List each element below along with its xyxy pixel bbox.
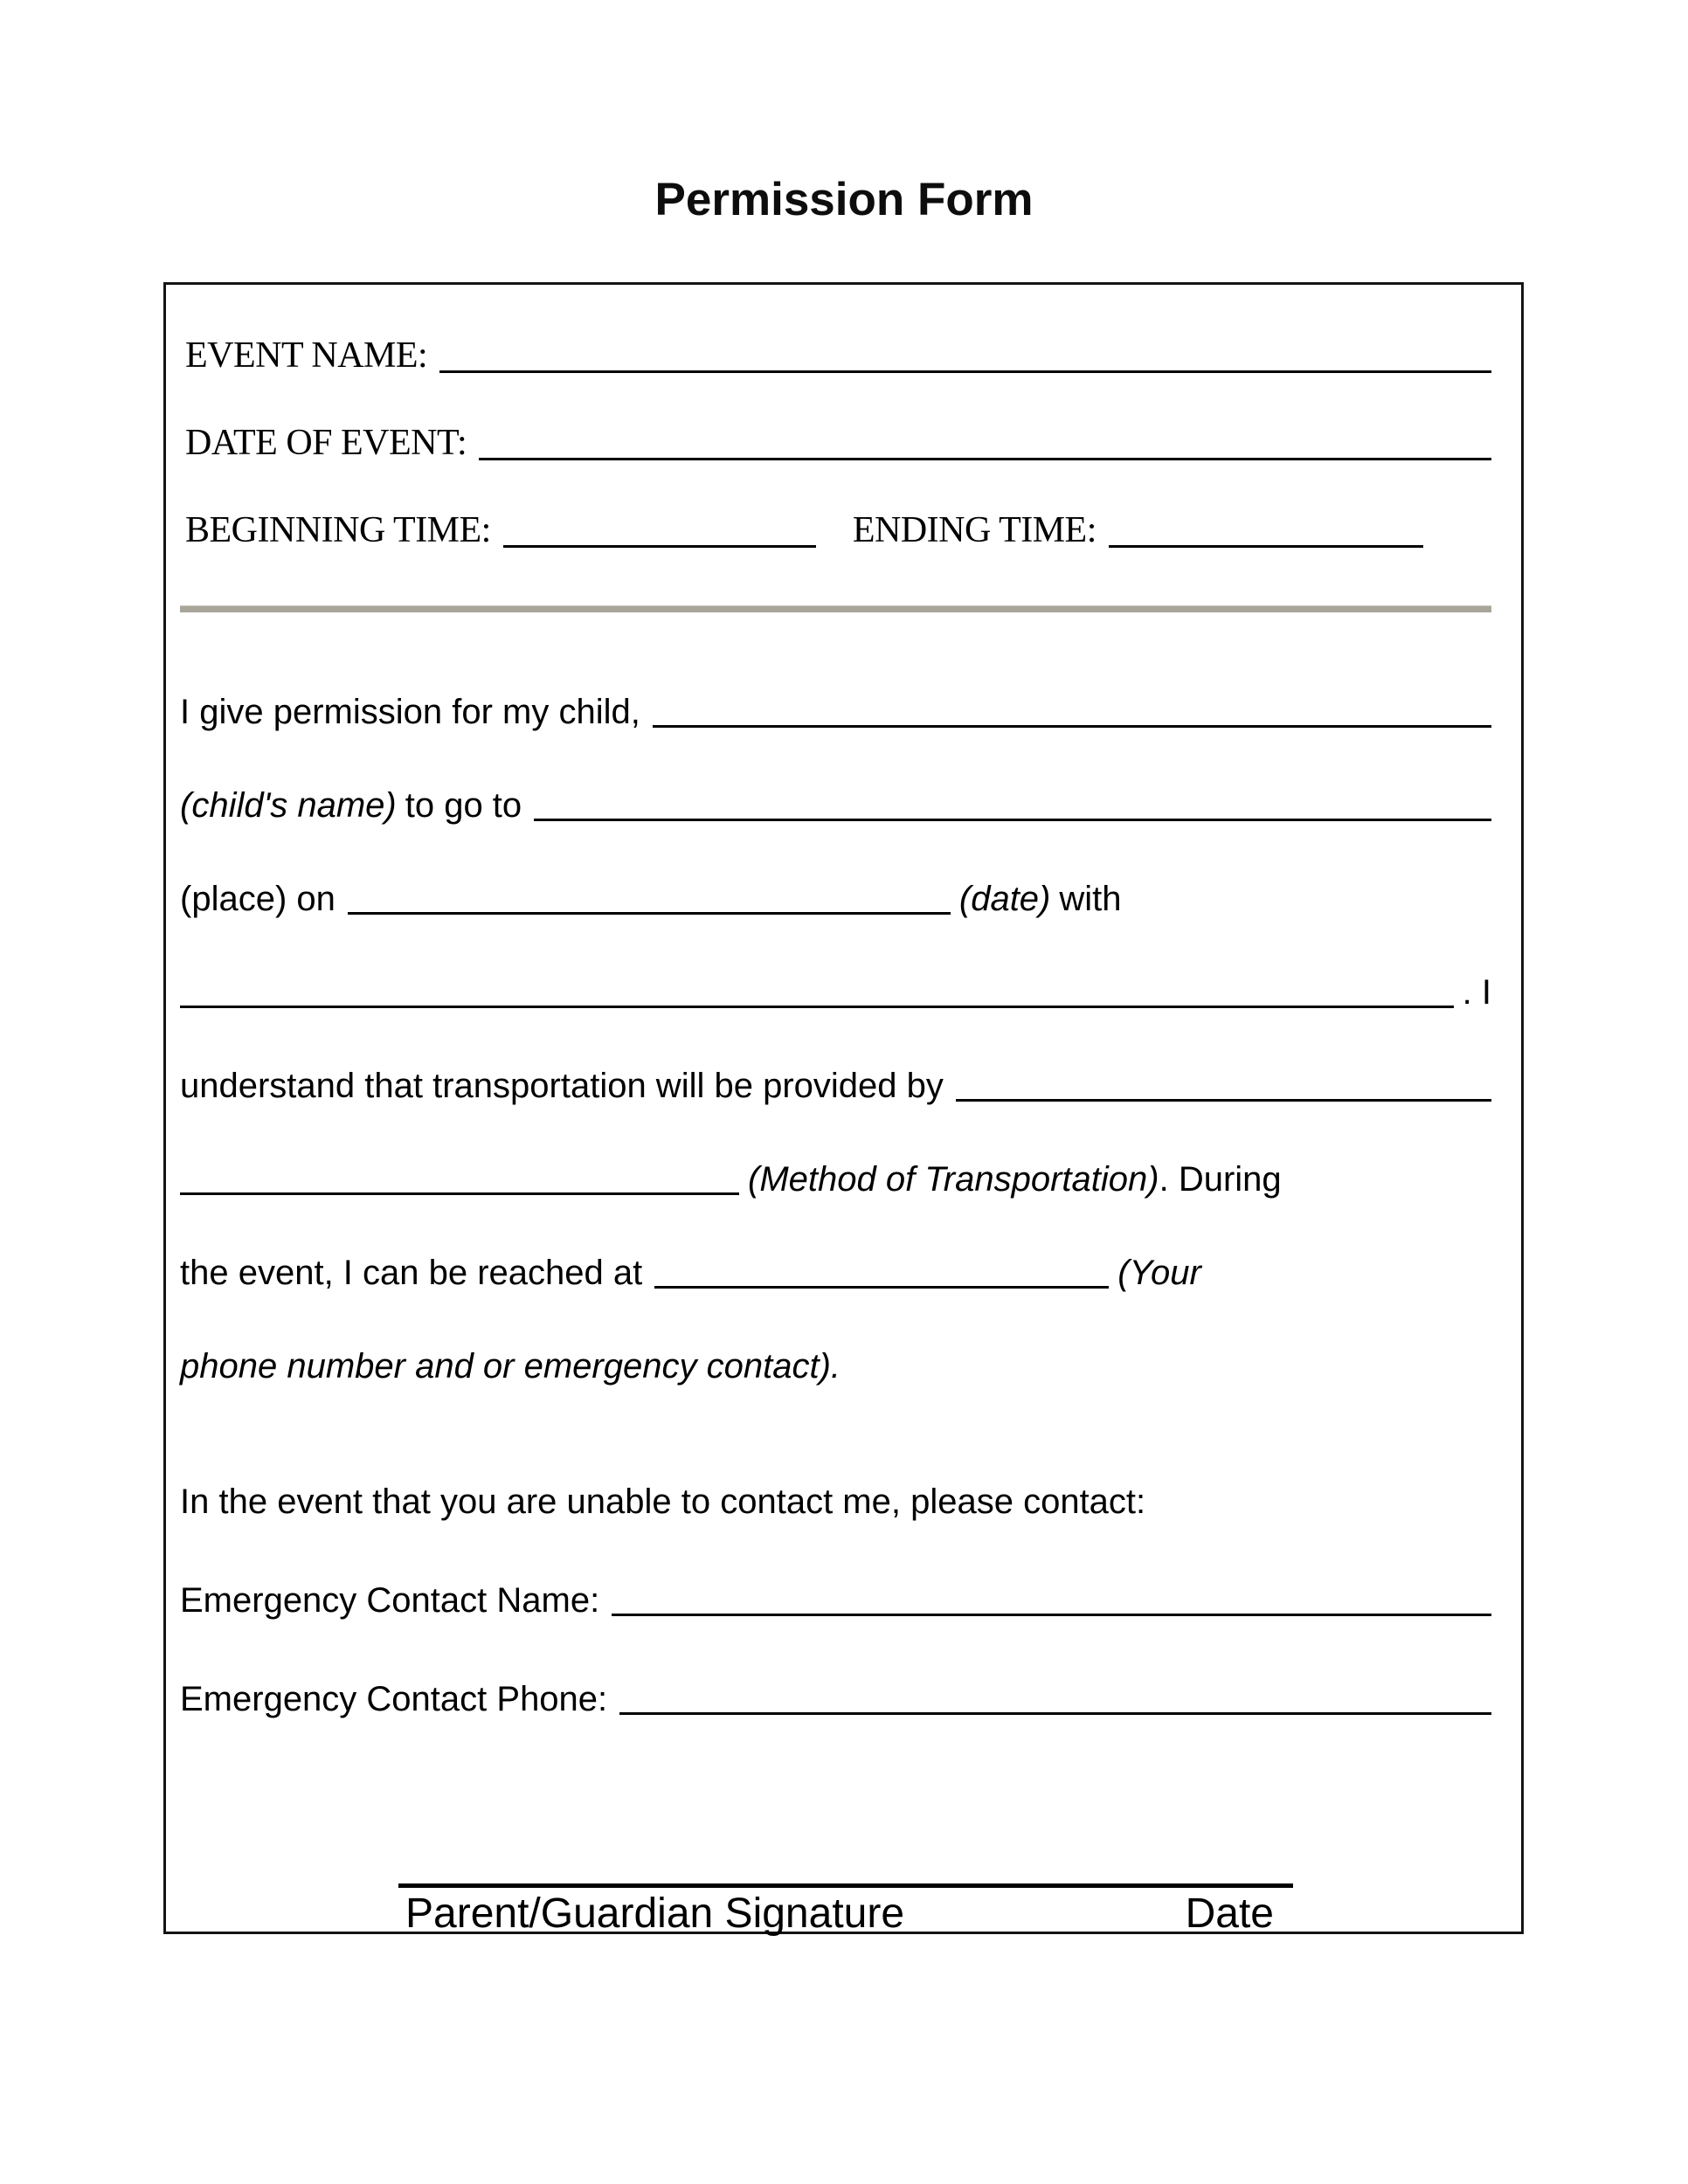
method-of-transportation-hint: (Method of Transportation) (748, 1160, 1159, 1199)
statement-line-7 (180, 1199, 1491, 1293)
date-label: Date (1185, 1890, 1274, 1937)
phone-input-line[interactable] (654, 1286, 1109, 1289)
your-phone-hint-end: phone number and or emergency contact). (180, 1347, 841, 1386)
ending-time-input-line[interactable] (1109, 545, 1423, 548)
ending-time-label: ENDING TIME: (852, 510, 1097, 550)
date-input-line[interactable] (348, 912, 951, 915)
times-row (180, 464, 1491, 551)
signature-block (398, 1883, 1293, 1938)
event-name-label: EVENT NAME: (185, 335, 428, 376)
emergency-name-input-line[interactable] (612, 1614, 1491, 1616)
place-input-line[interactable] (534, 819, 1491, 821)
statement-line-5-text: understand that transportation will be provided by (180, 1067, 944, 1105)
transportation-input-line[interactable] (956, 1099, 1491, 1102)
statement-line-7-text: the event, I can be reached at (180, 1254, 643, 1292)
child-name-hint: (child's name) (180, 786, 397, 825)
emergency-intro-text: In the event that you are unable to contact me, please contact: (180, 1482, 1146, 1521)
statement-line-2 (180, 732, 1491, 826)
date-of-event-row (180, 377, 1491, 464)
statement-line-2-text: to go to (405, 786, 522, 825)
emergency-phone-input-line[interactable] (619, 1712, 1491, 1715)
permission-form-box (163, 282, 1524, 1937)
statement-line-6 (180, 1106, 1491, 1199)
parent-guardian-signature-label: Parent/Guardian Signature (405, 1890, 905, 1937)
event-name-input-line[interactable] (439, 370, 1491, 373)
statement-line-1 (180, 639, 1491, 732)
statement-line-5 (180, 1013, 1491, 1106)
companion-input-line[interactable] (180, 1006, 1454, 1008)
emergency-name-label: Emergency Contact Name: (180, 1581, 600, 1620)
emergency-phone-row (180, 1621, 1491, 1719)
statement-line-8 (180, 1293, 1491, 1386)
date-hint: (date) (958, 880, 1051, 918)
event-name-row (180, 285, 1491, 377)
date-of-event-label: DATE OF EVENT: (185, 423, 467, 463)
transportation-input-line-2[interactable] (180, 1192, 739, 1195)
statement-line-3-text: with (1059, 880, 1122, 918)
place-hint: (place) on (180, 880, 336, 918)
emergency-intro-line (180, 1428, 1491, 1522)
date-of-event-input-line[interactable] (479, 458, 1491, 460)
statement-line-6-text: . During (1159, 1160, 1282, 1199)
permission-statement (180, 639, 1491, 1386)
emergency-phone-label: Emergency Contact Phone: (180, 1680, 608, 1718)
child-name-input-line[interactable] (653, 725, 1491, 728)
statement-line-1-text: I give permission for my child, (180, 693, 640, 731)
page-title: Permission Form (654, 174, 1034, 225)
your-phone-hint-start: (Your (1117, 1254, 1201, 1292)
statement-line-4 (180, 919, 1491, 1013)
section-divider (180, 605, 1491, 612)
signature-labels-row (398, 1888, 1293, 1938)
statement-line-3 (180, 826, 1491, 919)
statement-line-4-text: . I (1462, 973, 1491, 1012)
beginning-time-input-line[interactable] (503, 545, 816, 548)
beginning-time-label: BEGINNING TIME: (185, 510, 491, 550)
emergency-name-row (180, 1522, 1491, 1621)
